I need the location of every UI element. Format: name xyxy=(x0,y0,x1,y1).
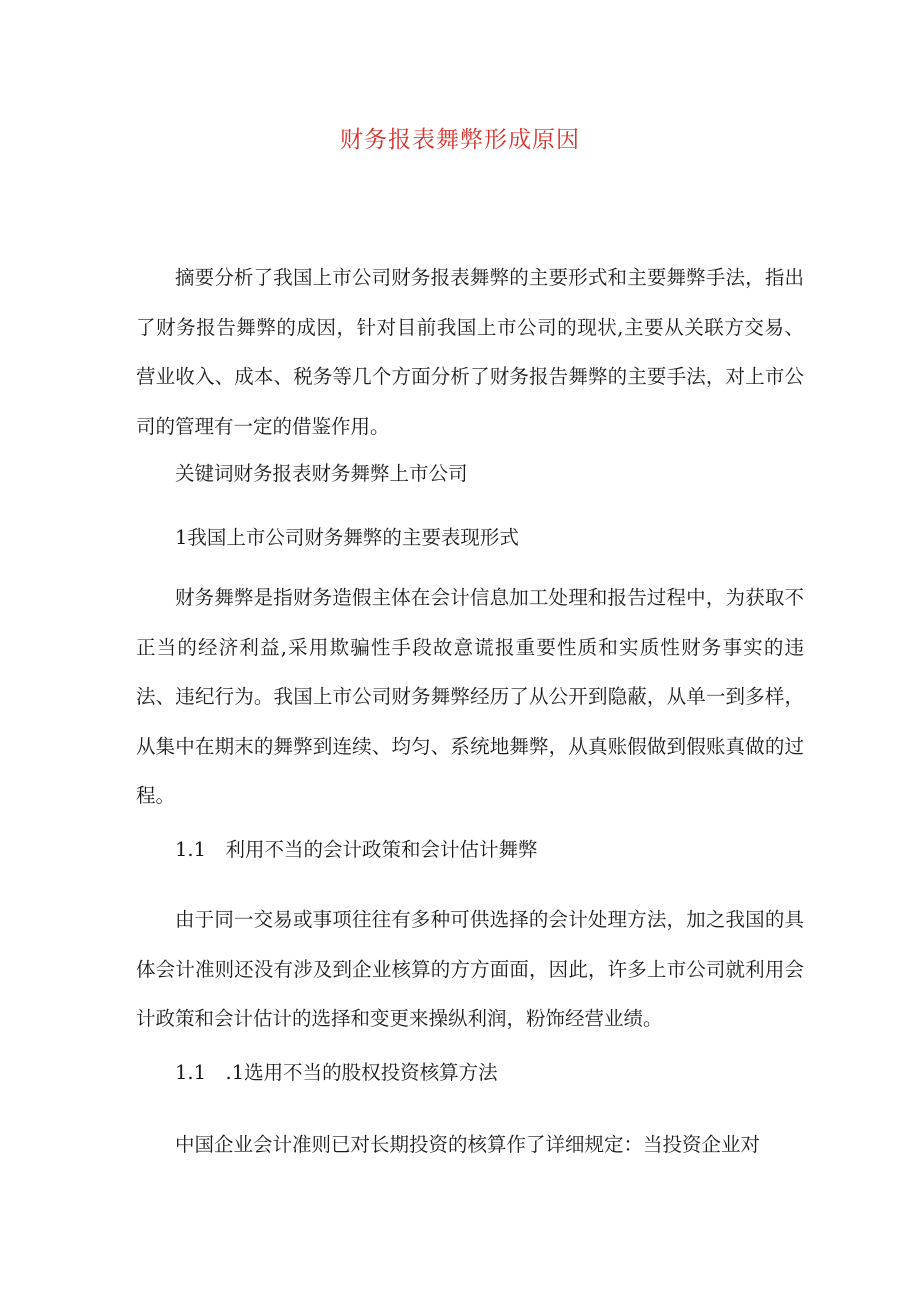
abstract-paragraph: 摘要分析了我国上市公司财务报表舞弊的主要形式和主要舞弊手法，指出了财务报告舞弊的成因，针对目前我国上市公司的现状,主要从关联方交易、营业收入、成本、税务等几个方面分析了财务报告舞弊的主要手法，对上市公司的管理有一定的借鉴作用。 xyxy=(136,266,804,438)
section-1-1-paragraph: 由于同一交易或事项往往有多种可供选择的会计处理方法，加之我国的具体会计准则还没有涉及到企业核算的方方面面，因此，许多上市公司就利用会计政策和会计估计的选择和变更来操纵利润，粉饰经营业绩。 xyxy=(136,908,804,1030)
section-1-1-1-heading: 1.1 .1选用不当的股权投资核算方法 xyxy=(175,1061,498,1084)
section-1-1-heading: 1.1 利用不当的会计政策和会计估计舞弊 xyxy=(175,838,538,861)
keywords-line: 关键词财务报表财务舞弊上市公司 xyxy=(175,462,468,485)
document-title: 财务报表舞弊形成原因 xyxy=(340,127,580,153)
section-1-heading: 1我国上市公司财务舞弊的主要表现形式 xyxy=(175,526,519,549)
section-1-paragraph: 财务舞弊是指财务造假主体在会计信息加工处理和报告过程中，为获取不正当的经济利益,采用欺骗性手段故意谎报重要性质和实质性财务事实的违法、违纪行为。我国上市公司财务舞弊经历了从公开到隐蔽，从单一到多样，从集中在期末的舞弊到连续、均匀、系统地舞弊，从真账假做到假账真做的过程。 xyxy=(136,586,804,807)
section-1-1-1-paragraph: 中国企业会计准则已对长期投资的核算作了详细规定：当投资企业对 xyxy=(175,1133,761,1156)
